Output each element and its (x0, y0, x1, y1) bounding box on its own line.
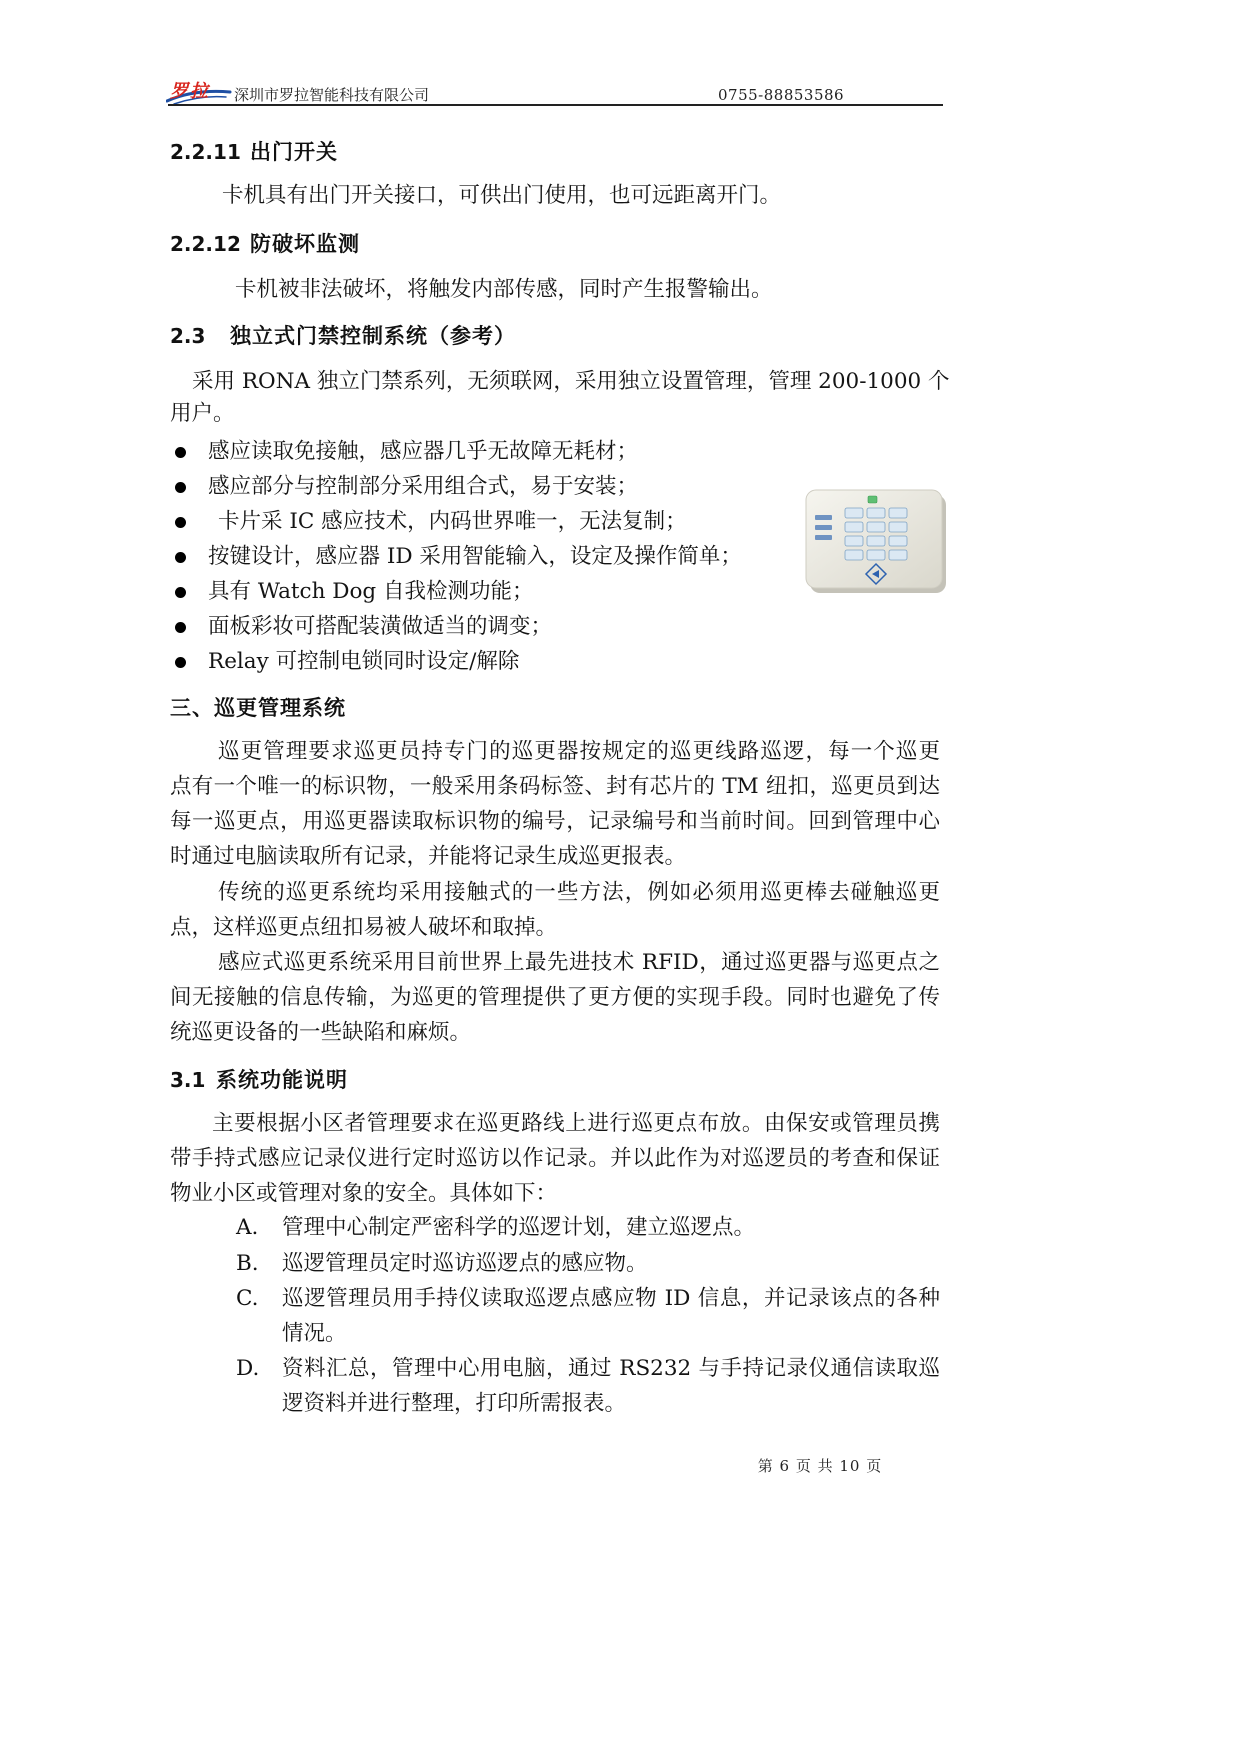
company-phone: 0755-88853586 (718, 86, 845, 104)
keypad-key (845, 536, 863, 546)
keypad-key (845, 550, 863, 560)
keypad-label-mark (815, 515, 832, 520)
list-item: 感应部分与控制部分采用组合式，易于安装； (208, 474, 639, 499)
keypad-label-mark (815, 525, 832, 530)
bullet-icon (175, 587, 186, 598)
logo-text: 罗拉 (170, 81, 210, 102)
keypad-key (889, 550, 907, 560)
keypad-key (867, 536, 885, 546)
paragraph-line: 卡机具有出门开关接口，可供出门使用，也可远距离开门。 (222, 183, 782, 208)
paragraph-line: 时通过电脑读取所有记录，并能将记录生成巡更报表。 (170, 844, 687, 869)
section-number: 2.2.12 (170, 232, 241, 256)
list-item: 巡逻管理员用手持仪读取巡逻点感应物 ID 信息，并记录该点的各种 (282, 1286, 940, 1311)
paragraph-line: 带手持式感应记录仪进行定时巡访以作记录。并以此作为对巡逻员的考查和保证 (170, 1146, 940, 1171)
keypad-key (867, 550, 885, 560)
page-number-footer: 第 6 页 共 10 页 (757, 1457, 883, 1475)
keypad-device-photo (803, 486, 949, 596)
bullet-icon (175, 552, 186, 563)
keypad-key (867, 522, 885, 532)
list-item: 具有 Watch Dog 自我检测功能； (208, 579, 534, 604)
paragraph-line: 间无接触的信息传输，为巡更的管理提供了更方便的实现手段。同时也避免了传 (170, 985, 940, 1010)
list-item: 按键设计，感应器 ID 采用智能输入，设定及操作简单； (208, 544, 742, 569)
keypad-key (845, 522, 863, 532)
bullet-icon (175, 517, 186, 528)
paragraph-line: 统巡更设备的一些缺陷和麻烦。 (170, 1020, 472, 1045)
company-logo (166, 80, 232, 106)
section-title: 独立式门禁控制系统（参考） (230, 324, 516, 348)
section-title: 出门开关 (250, 140, 338, 164)
paragraph-line: 点，这样巡更点纽扣易被人破坏和取掉。 (170, 915, 558, 940)
section-number: 2.2.11 (170, 140, 241, 164)
list-item: 管理中心制定严密科学的巡逻计划，建立巡逻点。 (282, 1215, 756, 1240)
paragraph-line: 感应式巡更系统采用目前世界上最先进技术 RFID，通过巡更器与巡更点之 (218, 950, 940, 975)
keypad-key (889, 508, 907, 518)
list-item-continuation: 情况。 (282, 1321, 347, 1346)
list-item: 巡逻管理员定时巡访巡逻点的感应物。 (282, 1251, 648, 1276)
section-number: 2.3 (170, 324, 206, 348)
list-item-letter: C. (236, 1286, 259, 1311)
bullet-icon (175, 447, 186, 458)
keypad-led-icon (868, 496, 877, 503)
paragraph-line: 卡机被非法破坏，将触发内部传感，同时产生报警输出。 (235, 277, 773, 302)
list-item-letter: D. (236, 1356, 260, 1381)
paragraph-line: 传统的巡更系统均采用接触式的一些方法，例如必须用巡更棒去碰触巡更 (218, 880, 940, 905)
list-item: 资料汇总，管理中心用电脑，通过 RS232 与手持记录仪通信读取巡 (282, 1356, 940, 1381)
list-item: 卡片采 IC 感应技术，内码世界唯一，无法复制； (218, 509, 687, 534)
section-title: 系统功能说明 (216, 1068, 348, 1092)
section-title: 三、巡更管理系统 (170, 696, 346, 720)
bullet-icon (175, 657, 186, 668)
list-item-letter: B. (236, 1251, 259, 1276)
list-item: 感应读取免接触，感应器几乎无故障无耗材； (208, 439, 639, 464)
keypad-key (889, 522, 907, 532)
list-item-continuation: 逻资料并进行整理，打印所需报表。 (282, 1391, 627, 1416)
bullet-icon (175, 482, 186, 493)
keypad-device-icon (803, 486, 949, 596)
paragraph-line: 主要根据小区者管理要求在巡更路线上进行巡更点布放。由保安或管理员携 (212, 1111, 940, 1136)
list-item-letter: A. (236, 1215, 259, 1240)
keypad-key (867, 508, 885, 518)
keypad-key (845, 508, 863, 518)
paragraph-line: 点有一个唯一的标识物，一般采用条码标签、封有芯片的 TM 纽扣，巡更员到达 (170, 774, 940, 799)
paragraph-line: 每一巡更点，用巡更器读取标识物的编号，记录编号和当前时间。回到管理中心 (170, 809, 940, 834)
paragraph-line: 采用 RONA 独立门禁系列，无须联网，采用独立设置管理，管理 200-1000 个 (192, 369, 950, 394)
bullet-icon (175, 622, 186, 633)
header-divider (168, 104, 943, 106)
paragraph-line: 用户。 (170, 401, 235, 426)
company-name: 深圳市罗拉智能科技有限公司 (234, 86, 430, 104)
paragraph-line: 巡更管理要求巡更员持专门的巡更器按规定的巡更线路巡逻，每一个巡更 (218, 739, 940, 764)
section-title: 防破坏监测 (250, 232, 360, 256)
keypad-label-mark (815, 535, 832, 540)
paragraph-line: 物业小区或管理对象的安全。具体如下： (170, 1181, 558, 1206)
keypad-key (889, 536, 907, 546)
section-number: 3.1 (170, 1068, 206, 1092)
list-item: Relay 可控制电锁同时设定/解除 (208, 649, 520, 674)
list-item: 面板彩妆可搭配装潢做适当的调变； (208, 614, 553, 639)
